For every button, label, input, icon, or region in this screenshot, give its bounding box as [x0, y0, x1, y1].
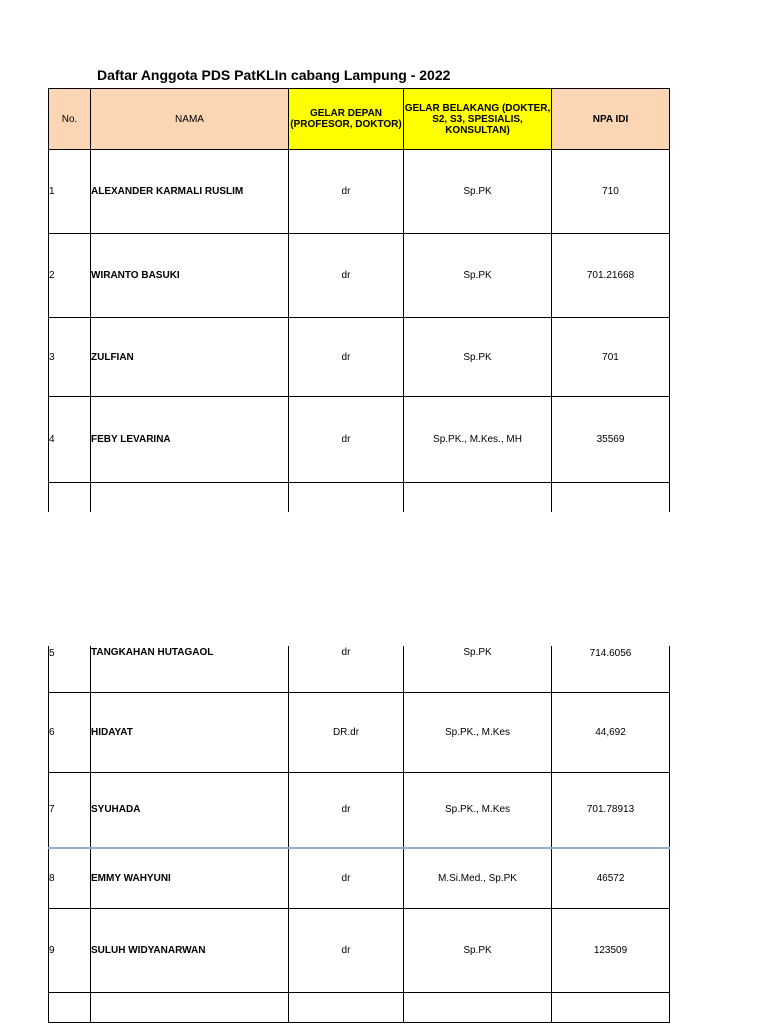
empty-cell — [552, 483, 670, 512]
cell-npa: 123509 — [552, 908, 670, 992]
table-row-empty — [49, 483, 670, 512]
cell-nama: TANGKAHAN HUTAGAOL — [91, 646, 289, 692]
cell-gelar-depan: dr — [289, 318, 404, 397]
page-title: Daftar Anggota PDS PatKLIn cabang Lampung - 2022 — [97, 67, 451, 83]
table-row — [49, 234, 670, 318]
empty-cell — [91, 992, 289, 1022]
cell-gelar-belakang: Sp.PK., M.Kes., MH — [404, 397, 552, 483]
table-row — [49, 772, 670, 848]
members-table-page-2 — [48, 646, 670, 1023]
cell-npa: 701 — [552, 318, 670, 397]
cell-nama: ZULFIAN — [91, 318, 289, 397]
cell-npa: 710 — [552, 150, 670, 234]
cell-no: 7 — [49, 772, 91, 848]
cell-gelar-belakang: M.Si.Med., Sp.PK — [404, 848, 552, 908]
cell-gelar-depan: dr — [289, 908, 404, 992]
header-row — [49, 89, 670, 150]
cell-no: 1 — [49, 150, 91, 234]
cell-npa: 46572 — [552, 848, 670, 908]
cell-gelar-belakang: Sp.PK — [404, 318, 552, 397]
cell-gelar-belakang: Sp.PK — [404, 234, 552, 318]
empty-cell — [289, 483, 404, 512]
cell-gelar-depan: dr — [289, 397, 404, 483]
cell-npa: 701.21668 — [552, 234, 670, 318]
header-npa-idi: NPA IDI — [552, 89, 670, 150]
cell-gelar-depan: dr — [289, 150, 404, 234]
cell-gelar-belakang: Sp.PK., M.Kes — [404, 692, 552, 772]
cell-gelar-depan: dr — [289, 646, 404, 692]
header-nama: NAMA — [91, 89, 289, 150]
empty-cell — [49, 483, 91, 512]
cell-gelar-depan: dr — [289, 848, 404, 908]
cell-gelar-belakang: Sp.PK., M.Kes — [404, 772, 552, 848]
table-row — [49, 692, 670, 772]
cell-no: 4 — [49, 397, 91, 483]
cell-nama: EMMY WAHYUNI — [91, 848, 289, 908]
cell-no: 3 — [49, 318, 91, 397]
cell-gelar-belakang: Sp.PK — [404, 150, 552, 234]
cell-nama: ALEXANDER KARMALI RUSLIM — [91, 150, 289, 234]
table-row — [49, 150, 670, 234]
cell-npa: 44,692 — [552, 692, 670, 772]
cell-gelar-depan: dr — [289, 234, 404, 318]
empty-cell — [289, 992, 404, 1022]
cell-no: 2 — [49, 234, 91, 318]
table-row — [49, 848, 670, 908]
members-table-page-1 — [48, 88, 670, 512]
cell-no: 9 — [49, 908, 91, 992]
table-row — [49, 908, 670, 992]
cell-nama: FEBY LEVARINA — [91, 397, 289, 483]
cell-nama: SYUHADA — [91, 772, 289, 848]
empty-cell — [404, 992, 552, 1022]
cell-gelar-belakang: Sp.PK — [404, 908, 552, 992]
header-gelar-belakang: GELAR BELAKANG (DOKTER, S2, S3, SPESIALIS, KONSULTAN) — [404, 89, 552, 150]
cell-npa: 35569 — [552, 397, 670, 483]
empty-cell — [404, 483, 552, 512]
table-row — [49, 318, 670, 397]
cell-no: 5 — [49, 646, 91, 692]
cell-no: 8 — [49, 848, 91, 908]
cell-no: 6 — [49, 692, 91, 772]
header-gelar-depan: GELAR DEPAN (PROFESOR, DOKTOR) — [289, 89, 404, 150]
cell-gelar-depan: dr — [289, 772, 404, 848]
empty-cell — [91, 483, 289, 512]
empty-cell — [552, 992, 670, 1022]
table-row — [49, 397, 670, 483]
cell-gelar-depan: DR.dr — [289, 692, 404, 772]
cell-gelar-belakang: Sp.PK — [404, 646, 552, 692]
cell-nama: HIDAYAT — [91, 692, 289, 772]
cell-nama: SULUH WIDYANARWAN — [91, 908, 289, 992]
header-no: No. — [49, 89, 91, 150]
cell-npa: 714.6056 — [552, 646, 670, 692]
cell-npa: 701.78913 — [552, 772, 670, 848]
table-row — [49, 646, 670, 692]
empty-cell — [49, 992, 91, 1022]
table-row-empty — [49, 992, 670, 1022]
cell-nama: WIRANTO BASUKI — [91, 234, 289, 318]
